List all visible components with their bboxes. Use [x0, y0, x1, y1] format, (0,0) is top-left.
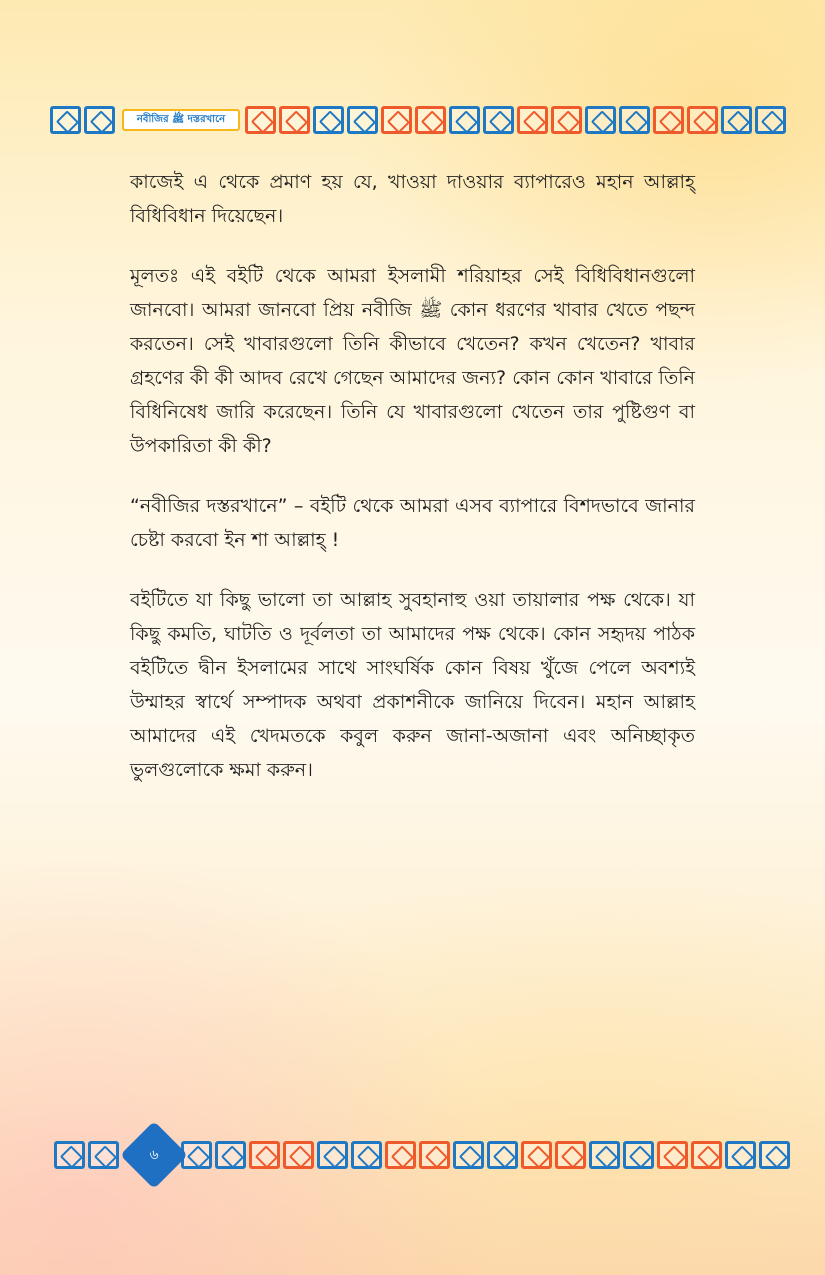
pattern-tile: [317, 1141, 348, 1169]
paragraph-3: “নবীজির দস্তরখানে” – বইটি থেকে আমরা এসব ব্যাপারে বিশদভাবে জানার চেষ্টা করবো ইন শা আল্লাহ্ !: [130, 495, 695, 551]
page-body: [130, 165, 695, 813]
pattern-tile: [313, 106, 344, 134]
pattern-tile: [50, 106, 81, 134]
pattern-tile: [84, 106, 115, 134]
pattern-tile: [755, 106, 786, 134]
pattern-tile: [381, 106, 412, 134]
pattern-tile: [351, 1141, 382, 1169]
pattern-tile: [415, 106, 446, 134]
paragraph-2: মূলতঃ এই বইটি থেকে আমরা ইসলামী শরিয়াহর সেই বিধিবিধানগুলো জানবো। আমরা জানবো প্রিয় নবীজি ﷺ কোন ধরণের খাবার খেতে পছন্দ করতেন। সেই খাবারগুলো তিনি কীভাবে খেতেন? কখন খেতেন? খাবার গ্রহণের কী কী আদব রেখে গেছেন আমাদের জন্য? কোন কোন খাবারে তিনি বিধিনিষেধ জারি করেছেন। তিনি যে খাবারগুলো খেতেন তার পুষ্টিগুণ বা উপকারিতা কী কী?: [130, 265, 695, 457]
pattern-tile: [483, 106, 514, 134]
pattern-tile: [521, 1141, 552, 1169]
page-number: ৬: [149, 1147, 159, 1163]
pattern-tile: [657, 1141, 688, 1169]
pattern-tile: [691, 1141, 722, 1169]
paragraph-1: কাজেই এ থেকে প্রমাণ হয় যে, খাওয়া দাওয়ার ব্যাপারেও মহান আল্লাহ্ বিধিবিধান দিয়েছেন।: [130, 171, 695, 227]
pattern-tile: [249, 1141, 280, 1169]
pattern-tile: [551, 106, 582, 134]
pattern-tile: [283, 1141, 314, 1169]
pattern-tile: [585, 106, 616, 134]
pattern-tile: [88, 1141, 119, 1169]
pattern-tile: [449, 106, 480, 134]
pattern-tile: [347, 106, 378, 134]
pattern-tile: [215, 1141, 246, 1169]
pattern-tile: [687, 106, 718, 134]
running-header-title: নবীজির ﷺ দস্তরখানে: [122, 109, 240, 131]
pattern-tile: [245, 106, 276, 134]
pattern-tile: [623, 1141, 654, 1169]
pattern-tile: [517, 106, 548, 134]
pattern-tile: [555, 1141, 586, 1169]
pattern-tile: [619, 106, 650, 134]
pattern-tile: [759, 1141, 790, 1169]
pattern-tile: [721, 106, 752, 134]
pattern-tile: [653, 106, 684, 134]
pattern-tile: [54, 1141, 85, 1169]
pattern-tile: [487, 1141, 518, 1169]
pattern-tile: [453, 1141, 484, 1169]
pattern-tile: [725, 1141, 756, 1169]
pattern-tile: [589, 1141, 620, 1169]
paragraph-4: বইটিতে যা কিছু ভালো তা আল্লাহ সুবহানাহু ওয়া তায়ালার পক্ষ থেকে। যা কিছু কমতি, ঘাটতি ও দূর্বলতা তা আমাদের পক্ষ থেকে। কোন সহৃদয় পাঠক বইটিতে দ্বীন ইসলামের সাথে সাংঘর্ষিক কোন বিষয় খুঁজে পেলে অবশ্যই উম্মাহর স্বার্থে সম্পাদক অথবা প্রকাশনীকে জানিয়ে দিবেন। মহান আল্লাহ আমাদের এই খেদমতকে কবুল করুন জানা-অজানা এবং অনিচ্ছাকৃত ভুলগুলোকে ক্ষমা করুন।: [130, 589, 695, 781]
pattern-tile: [385, 1141, 416, 1169]
pattern-tile: [419, 1141, 450, 1169]
pattern-tile: [279, 106, 310, 134]
